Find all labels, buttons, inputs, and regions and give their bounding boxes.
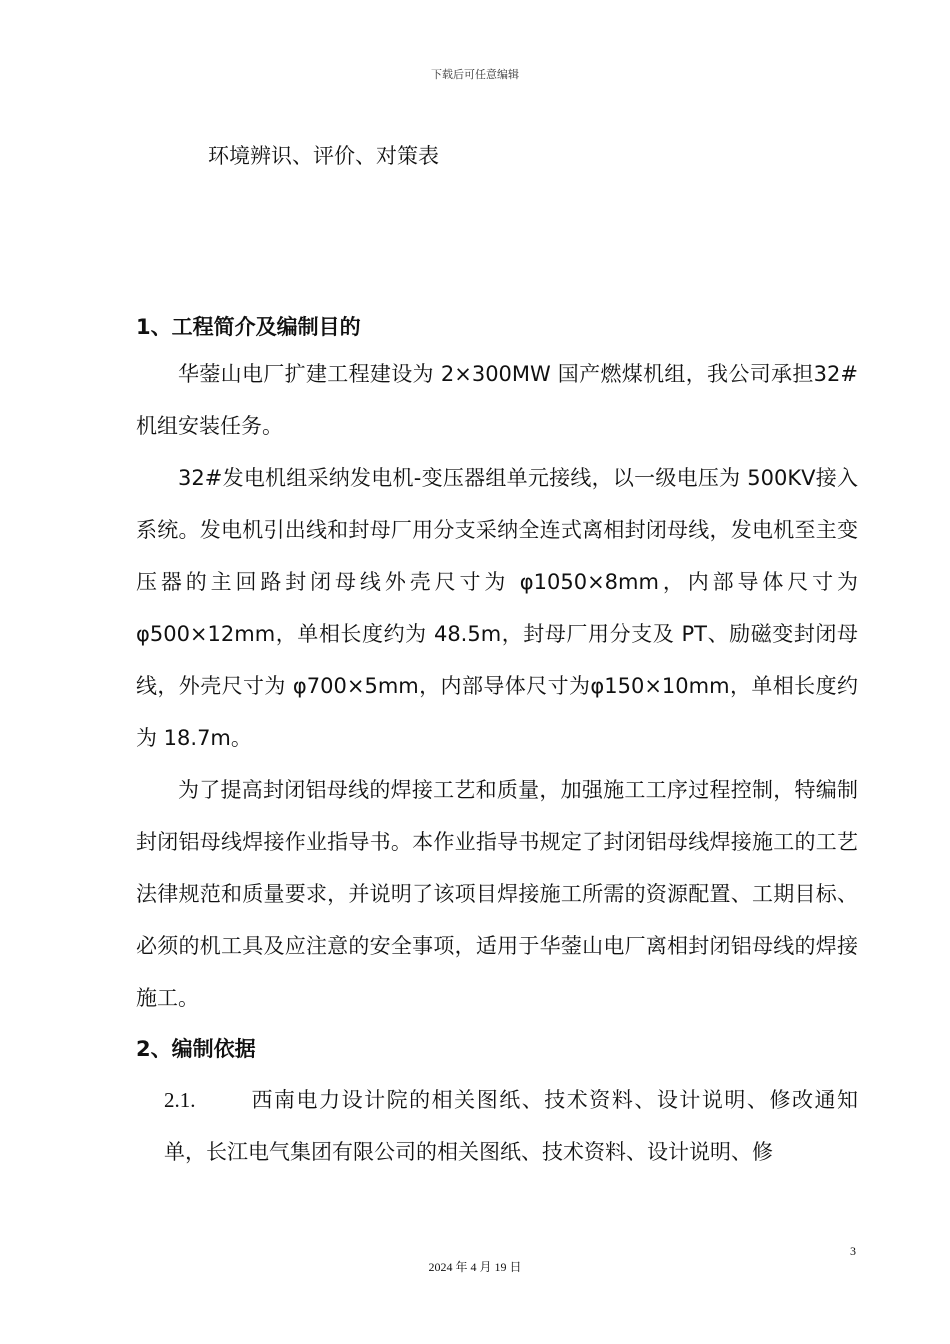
list-item-number: 2.1. [164,1088,196,1112]
list-item [164,1074,858,1178]
paragraph-1: 华蓥山电厂扩建工程建设为 2×300MW 国产燃煤机组，我公司承担32#机组安装任务。 [136,362,858,438]
paragraph-3: 为了提高封闭铝母线的焊接工艺和质量，加强施工工序过程控制，特编制封闭铝母线焊接作业指导书。本作业指导书规定了封闭铝母线焊接施工的工艺法律规范和质量要求，并说明了该项目焊接施工所需的资源配置、工期目标、必须的机工具及应注意的安全事项，适用于华蓥山电厂离相封闭铝母线的焊接施工。 [136,778,858,1010]
document-title: 环境辨识、评价、对策表 [208,144,439,168]
document-body [136,306,858,1178]
list-item-text: 西南电力设计院的相关图纸、技术资料、设计说明、修改通知单，长江电气集团有限公司的相关图纸、技术资料、设计说明、修 [164,1088,858,1164]
page-header: 下载后可任意编辑 [431,68,519,81]
paragraph-2: 32#发电机组采纳发电机-变压器组单元接线，以一级电压为 500KV接入系统。发电机引出线和封母厂用分支采纳全连式离相封闭母线，发电机至主变压器的主回路封闭母线外壳尺寸为 φ1050×8mm，内部导体尺寸为 φ500×12mm，单相长度约为 48.5m，封母厂用分支及 PT、励磁变封闭母线，外壳尺寸为 φ700×5mm，内部导体尺寸为φ150×10mm，单相长度约为 18.7m。 [136,466,858,750]
page-number: 3 [850,1244,856,1258]
footer-date: 2024 年 4 月 19 日 [428,1260,522,1274]
section-heading-2: 2、编制依据 [136,1037,256,1061]
section-heading-1: 1、工程简介及编制目的 [136,315,361,339]
